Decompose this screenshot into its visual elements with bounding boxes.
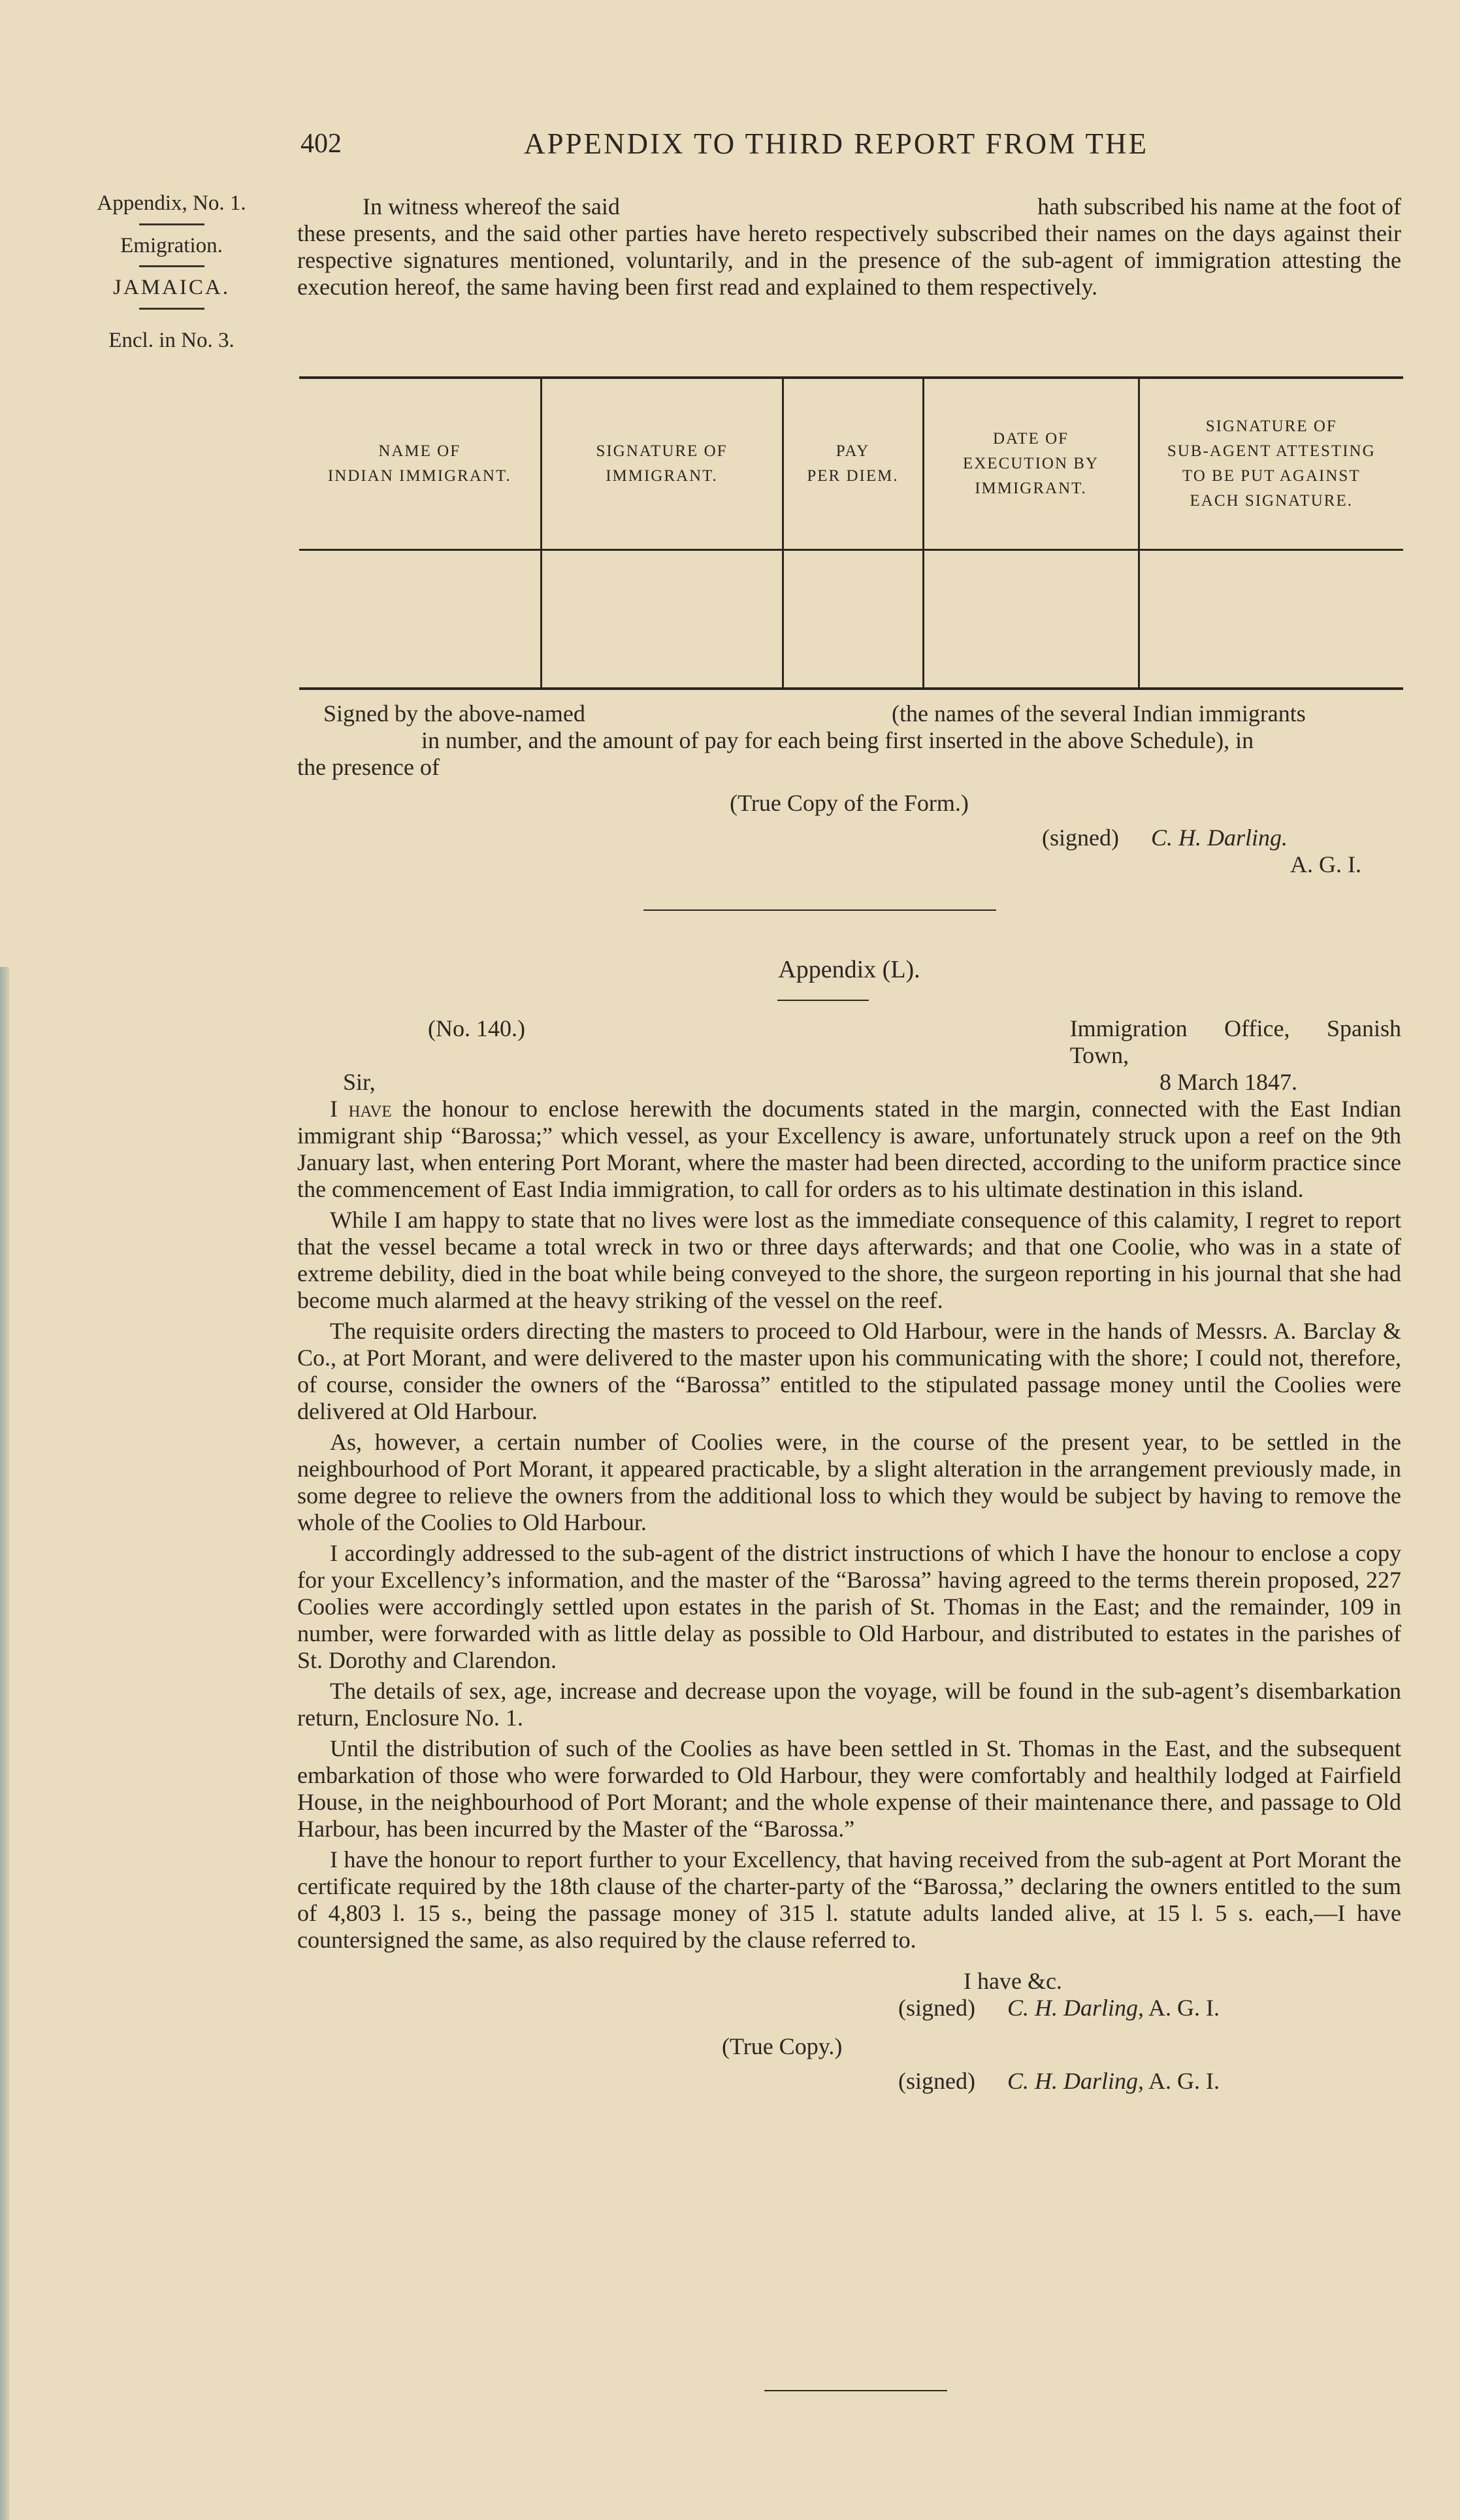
table-cell	[923, 550, 1139, 689]
margin-rule	[139, 308, 204, 310]
end-rule	[764, 2390, 947, 2391]
letter	[297, 1015, 1401, 2095]
witness-line1-right: hath subscribed his name at the foot of	[1037, 193, 1401, 220]
page-number: 402	[300, 129, 342, 159]
signer-title: A. G. I.	[1148, 1995, 1220, 2021]
column-header: NAME OF INDIAN IMMIGRANT.	[299, 378, 541, 550]
true-copy-form: (True Copy of the Form.)	[730, 790, 969, 816]
letter-number: (No. 140.)	[428, 1015, 525, 1041]
table-cell	[783, 550, 923, 689]
first-word: I have	[330, 1096, 392, 1122]
witness-line1-left: In witness whereof the said	[363, 193, 620, 220]
signed-line3: the presence of	[297, 754, 440, 780]
signed-line1-right: (the names of the several Indian immigrants	[892, 700, 1306, 727]
paragraph: I accordingly addressed to the sub-agent of the district instructions of which I have the honour to enclose a copy for your Excellency’s information, and the master of the “Barossa” having agreed to the terms therein proposed, 227 Coolies were accordingly settled upon estates in the parish of St. Thomas in the East; and the remainder, 109 in number, were forwarded with as little delay as possible to Old Harbour, and distributed to estates in the parishes of St. Dorothy and Clarendon.	[297, 1540, 1401, 1673]
margin-emigration: Emigration.	[120, 233, 223, 257]
column-header: SIGNATURE OF SUB-AGENT ATTESTING TO BE PUT AGAINST EACH SIGNATURE.	[1139, 378, 1403, 550]
closing: I have &c.	[964, 1968, 1062, 1994]
signed-line1-left: Signed by the above-named	[323, 700, 585, 727]
margin-encl: Encl. in No. 3.	[108, 328, 235, 352]
paragraph: As, however, a certain number of Coolies were, in the course of the present year, to be settled in the neighbourhood of Port Morant, it appeared practicable, by a slight alteration in the arrangement previously made, in some degree to relieve the owners from the additional loss to which they would be subject by having to remove the whole of the Coolies to Old Harbour.	[297, 1429, 1401, 1535]
column-header: DATE OF EXECUTION BY IMMIGRANT.	[923, 378, 1139, 550]
margin-rule	[139, 223, 204, 225]
signer-name: C. H. Darling,	[1007, 2068, 1144, 2094]
letter-date: 8 March 1847.	[1160, 1069, 1297, 1095]
signed-label: (signed)	[898, 1995, 975, 2021]
column-header: SIGNATURE OF IMMIGRANT.	[541, 378, 783, 550]
margin-jamaica: JAMAICA.	[113, 276, 230, 300]
signed-label: (signed)	[1042, 825, 1119, 851]
table-cell	[541, 550, 783, 689]
signer-title: A. G. I.	[1290, 851, 1361, 877]
signed-label: (signed)	[898, 2068, 975, 2094]
paragraph: Until the distribution of such of the Coolies as have been settled in St. Thomas in the East, and the subsequent embarkation of those who were forwarded to Old Harbour, they were comfortably and healthily lodged at Fairfield House, in the neighbourhood of Port Morant; and the whole expense of their maintenance there, and passage to Old Harbour, has been incurred by the Master of the “Barossa.”	[297, 1735, 1401, 1842]
section-divider	[643, 909, 996, 911]
signer-title: A. G. I.	[1148, 2068, 1220, 2094]
letter-office: Immigration Office, Spanish Town,	[1069, 1015, 1401, 1068]
witness-rest: these presents, and the said other parties have hereto respectively subscribed their names on the days against their respective signatures mentioned, voluntarily, and in the presence of the sub-agent of immigration attesting the execution hereof, the same having been first read and explained to them respectively.	[297, 220, 1401, 300]
running-header: APPENDIX TO THIRD REPORT FROM THE	[524, 127, 1149, 160]
table-cell	[1139, 550, 1403, 689]
table-cell	[299, 550, 541, 689]
witness-paragraph	[297, 193, 1401, 301]
schedule-table	[299, 376, 1403, 690]
paragraph: While I am happy to state that no lives were lost as the immediate consequence of this calamity, I regret to report that the vessel became a total wreck in two or three days afterwards; and that one Coolie, who was in a state of extreme debility, died in the boat while being conveyed to the shore, the surgeon reporting in his journal that she had become much alarmed at the heavy striking of the vessel on the reef.	[297, 1207, 1401, 1313]
heading-rule	[777, 1000, 869, 1001]
paragraph: I have the honour to report further to your Excellency, that having received from the sub-agent at Port Morant the certificate required by the 18th clause of the charter-party of the “Barossa,” declaring the owners entitled to the sum of 4,803 l. 15 s., being the passage money of 315 l. statute adults landed alive, at 15 l. 5 s. each,—I have countersigned the same, as also required by the clause referred to.	[297, 1846, 1401, 1953]
margin-rule	[139, 265, 204, 267]
margin-note	[91, 191, 251, 353]
page-edge	[0, 967, 9, 2520]
margin-appendix: Appendix, No. 1.	[97, 191, 246, 215]
paragraph: The requisite orders directing the masters to proceed to Old Harbour, were in the hands of Messrs. A. Barclay & Co., at Port Morant, and were delivered to the master upon his communicating with the shore; I could not, therefore, of course, consider the owners of the “Barossa” entitled to the stipulated passage money until the Coolies were delivered at Old Harbour.	[297, 1318, 1401, 1424]
paragraph: The details of sex, age, increase and decrease upon the voyage, will be found in the sub-agent’s disembarkation return, Enclosure No. 1.	[297, 1678, 1401, 1731]
signer-name: C. H. Darling.	[1150, 825, 1288, 851]
salutation: Sir,	[343, 1069, 376, 1095]
column-header: PAY PER DIEM.	[783, 378, 923, 550]
paragraph: the honour to enclose herewith the documents stated in the margin, connected with the East Indian immigrant ship “Barossa;” which vessel, as your Excellency is aware, unfortunately struck upon a reef on the 9th January last, when entering Port Morant, where the master had been directed, according to the uniform practice since the commencement of East India immigration, to call for orders as to his ultimate destination in this island.	[297, 1096, 1402, 1202]
appendix-heading: Appendix (L).	[778, 956, 920, 983]
signed-line2: in number, and the amount of pay for each being first inserted in the above Schedule), in	[421, 727, 1254, 753]
signer-name: C. H. Darling,	[1007, 1995, 1144, 2021]
true-copy: (True Copy.)	[722, 2033, 843, 2059]
signed-form-block	[297, 700, 1401, 878]
